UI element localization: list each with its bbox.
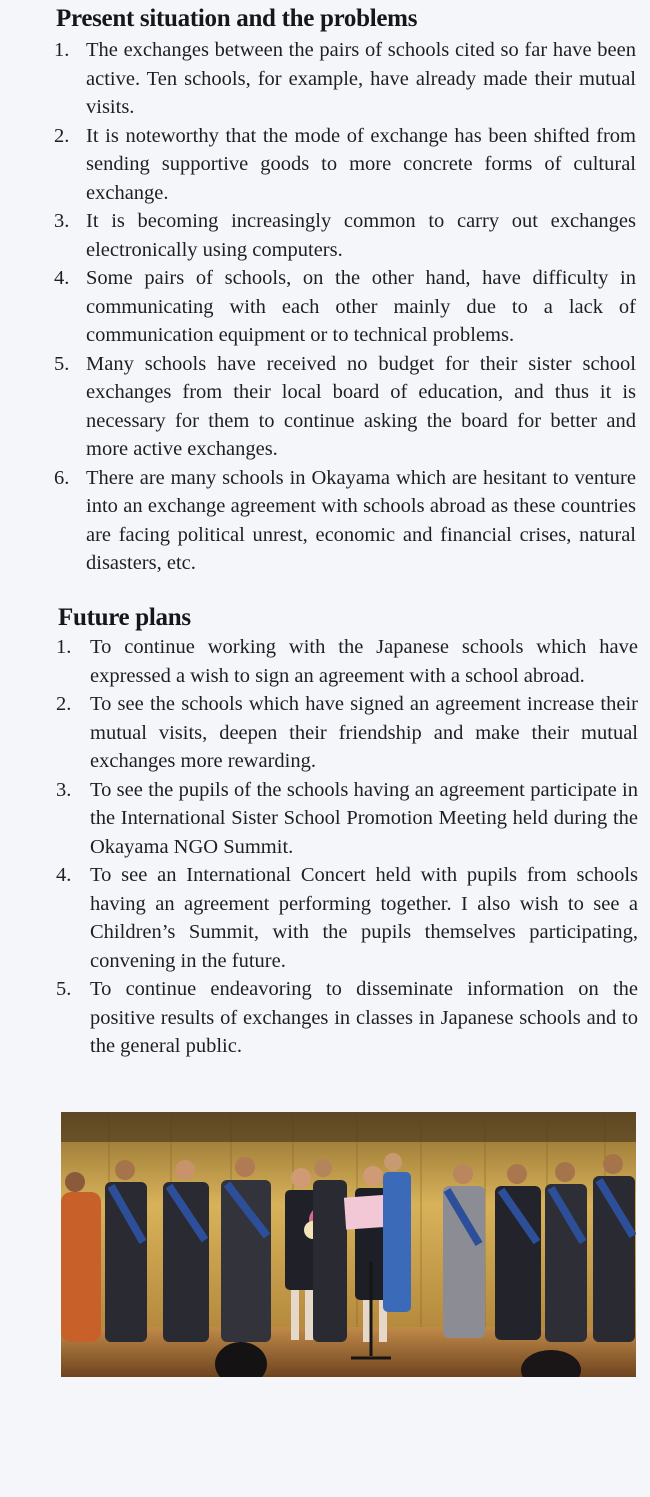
section-heading-future: Future plans xyxy=(58,604,191,631)
list-item xyxy=(56,690,638,776)
item-number: 5. xyxy=(56,978,72,1000)
item-number: 3. xyxy=(54,210,70,232)
item-number: 1. xyxy=(54,39,70,61)
list-item xyxy=(54,122,636,208)
ceremony-photo-illustration xyxy=(61,1112,636,1377)
item-text: Some pairs of schools, on the other hand, have difficulty in communicating with each other mainly due to a lack of communication equipment or to technical problems. xyxy=(86,267,636,346)
item-number: 5. xyxy=(54,352,70,375)
list-item xyxy=(56,861,638,975)
item-text: It is noteworthy that the mode of exchange has been shifted from sending supportive goods to more concrete forms of cultural exchange. xyxy=(86,124,636,204)
list-item xyxy=(54,350,636,464)
list-item xyxy=(54,464,636,578)
list-item xyxy=(54,207,636,264)
item-text: There are many schools in Okayama which are hesitant to venture into an exchange agreement with schools abroad as these countries are facing political unrest, economic and financial crises, natural disasters, etc. xyxy=(86,466,636,574)
item-text: To see an International Concert held with pupils from schools having an agreement performing together. I also wish to see a Children’s Summit, with the pupils themselves participating, convening in the future. xyxy=(90,864,638,972)
present-situation-list xyxy=(54,36,636,578)
list-item xyxy=(54,264,636,350)
section-heading-present: Present situation and the problems xyxy=(56,5,418,32)
item-text: To continue working with the Japanese schools which have expressed a wish to sign an agreement with a school abroad. xyxy=(90,636,638,687)
item-text: To see the schools which have signed an agreement increase their mutual visits, deepen their friendship and make their mutual exchanges more rewarding. xyxy=(90,693,638,772)
item-number: 2. xyxy=(56,693,72,715)
item-text: To continue endeavoring to disseminate information on the positive results of exchanges in classes in Japanese schools and to the general public. xyxy=(90,978,638,1057)
item-text: To see the pupils of the schools having an agreement participate in the International Sister School Promotion Meeting held during the Okayama NGO Summit. xyxy=(90,778,638,858)
item-number: 2. xyxy=(54,124,70,147)
item-text: Many schools have received no budget for their sister school exchanges from their local board of education, and thus it is necessary for them to continue asking the board for better and more active exchanges. xyxy=(86,352,636,460)
item-number: 4. xyxy=(54,267,70,289)
list-item xyxy=(56,975,638,1061)
item-number: 6. xyxy=(54,466,70,489)
list-item xyxy=(54,36,636,122)
list-item xyxy=(56,633,638,690)
item-number: 3. xyxy=(56,778,72,801)
item-text: The exchanges between the pairs of schools cited so far have been active. Ten schools, for example, have already made their mutual visits. xyxy=(86,39,636,118)
ceremony-photo xyxy=(61,1112,636,1377)
future-plans-list xyxy=(56,633,638,1061)
list-item xyxy=(56,776,638,862)
item-number: 1. xyxy=(56,636,72,658)
item-number: 4. xyxy=(56,864,72,886)
item-text: It is becoming increasingly common to carry out exchanges electronically using computers. xyxy=(86,210,636,261)
